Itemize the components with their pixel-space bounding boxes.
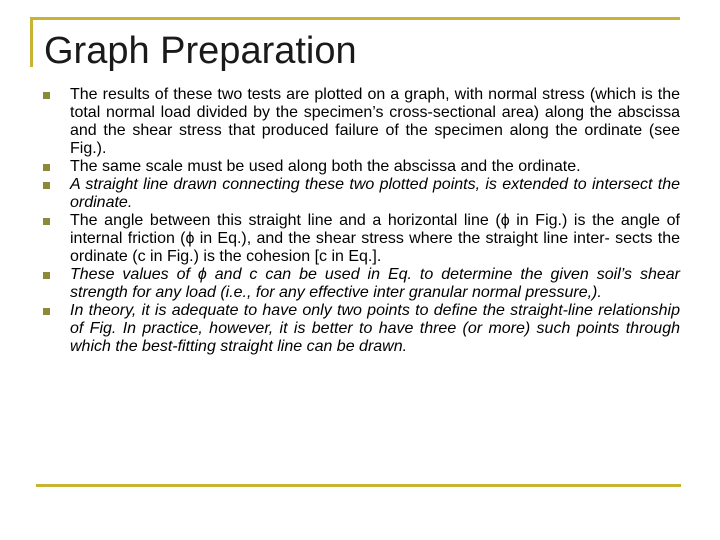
bullet-item — [40, 86, 680, 158]
bullet-text: The angle between this straight line and a horizontal line (ϕ in Fig.) is the angle of internal friction (ϕ in Eq.), and the shear stress where the straight line inter- sects the ordinate (c in Fig.) is the cohesion [c in Eq.]. — [70, 212, 680, 265]
bullet-item — [40, 302, 680, 356]
square-bullet-icon — [43, 218, 50, 225]
bullet-text: In theory, it is adequate to have only two points to define the straight-line relationship of Fig. In practice, however, it is better to have three (or more) such points through which the best-fitting straight line can be drawn. — [70, 302, 680, 355]
bullet-item — [40, 158, 680, 176]
left-accent-line — [30, 17, 33, 67]
bottom-accent-line — [36, 484, 681, 487]
bullet-list — [40, 86, 680, 356]
square-bullet-icon — [43, 164, 50, 171]
top-accent-line — [30, 17, 680, 20]
bullet-text: A straight line drawn connecting these two plotted points, is extended to intersect the ordinate. — [70, 176, 680, 211]
bullet-item — [40, 266, 680, 302]
square-bullet-icon — [43, 308, 50, 315]
bullet-item — [40, 212, 680, 266]
square-bullet-icon — [43, 272, 50, 279]
bullet-text: The same scale must be used along both the abscissa and the ordinate. — [70, 158, 581, 175]
bullet-text: These values of ϕ and c can be used in Eq. to determine the given soil’s shear strength for any load (i.e., for any effective inter granular normal pressure,). — [70, 266, 680, 301]
square-bullet-icon — [43, 182, 50, 189]
bullet-item — [40, 176, 680, 212]
bullet-text: The results of these two tests are plotted on a graph, with normal stress (which is the total normal load divided by the specimen’s cross-sectional area) along the abscissa and the shear stress that produced failure of the specimen along the ordinate (see Fig.). — [70, 86, 680, 157]
slide-title: Graph Preparation — [44, 30, 357, 72]
square-bullet-icon — [43, 92, 50, 99]
